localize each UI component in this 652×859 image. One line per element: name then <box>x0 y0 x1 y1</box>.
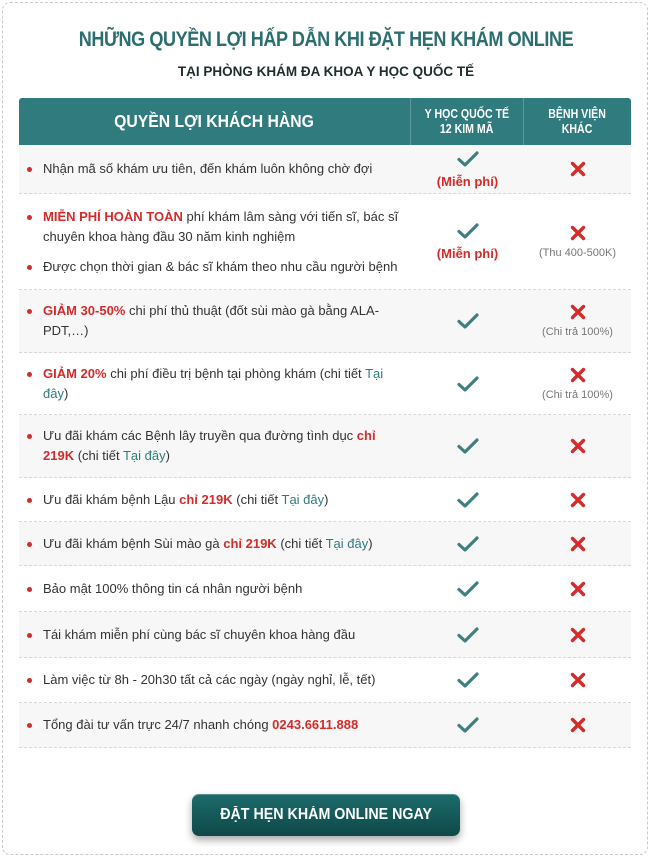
table-body <box>19 145 631 748</box>
benefit-cell <box>19 194 411 289</box>
benefit-text-part: chi phí điều trị bệnh tại phòng khám (chi tiết <box>106 365 366 381</box>
benefit-text-part: ) <box>368 535 373 551</box>
table-row <box>19 415 631 478</box>
highlight-text: GIẢM 30-50% <box>43 303 126 318</box>
benefit-text <box>27 534 401 554</box>
check-icon <box>457 626 479 644</box>
check-icon <box>457 312 479 330</box>
check-icon <box>457 580 479 598</box>
benefit-cell <box>19 522 411 565</box>
benefit-cell <box>19 612 411 657</box>
benefit-text-part: Làm việc từ 8h - 20h30 tất cả các ngày (ngày nghỉ, lễ, tết) <box>43 672 376 687</box>
other-hospital-cell <box>524 353 631 414</box>
details-link[interactable]: Tại đây <box>43 365 384 401</box>
clinic-cell <box>411 658 524 702</box>
benefit-text-part: phí khám lâm sàng với tiến sĩ, bác sĩ chuyên khoa hàng đầu 30 năm kinh nghiệm <box>43 208 399 244</box>
table-row <box>19 522 631 566</box>
benefit-text-part: Ưu đãi khám các Bệnh lây truyền qua đường tình dục <box>43 428 357 443</box>
page-subtitle: TẠI PHÒNG KHÁM ĐA KHOA Y HỌC QUỐC TẾ <box>177 64 475 79</box>
benefit-text-part: ) <box>165 448 170 463</box>
benefit-cell <box>19 658 411 702</box>
cross-icon <box>570 225 586 241</box>
benefit-cell <box>19 290 411 352</box>
check-icon <box>457 222 479 240</box>
other-hospital-cell <box>524 290 631 352</box>
benefit-text <box>27 715 401 735</box>
cross-icon <box>570 672 586 688</box>
page-title: NHỮNG QUYỀN LỢI HẤP DẪN KHI ĐẶT HẸN KHÁM ONLINE <box>78 28 574 51</box>
table-row <box>19 290 631 353</box>
cross-icon <box>570 536 586 552</box>
other-hospital-cell <box>524 415 631 477</box>
cost-note: (Chi trả 100%) <box>542 388 613 401</box>
bullet-icon <box>27 723 32 728</box>
column-header-clinic-line2: 12 KIM MÃ <box>440 121 494 136</box>
benefit-cell <box>19 415 411 477</box>
cost-note: (Chi trả 100%) <box>542 326 613 338</box>
benefit-text <box>27 364 401 404</box>
table-row <box>19 566 631 612</box>
clinic-cell <box>411 478 524 521</box>
highlight-text: MIỄN PHÍ HOÀN TOÀN <box>43 208 183 224</box>
cost-note: (Thu 400-500K) <box>538 246 617 259</box>
bullet-icon <box>27 678 32 683</box>
highlight-text: chỉ 219K <box>223 535 277 551</box>
bullet-icon <box>27 265 32 270</box>
benefit-text <box>27 426 401 466</box>
benefit-text <box>27 579 401 599</box>
other-hospital-cell <box>524 145 631 193</box>
bullet-icon <box>27 215 32 220</box>
clinic-cell <box>411 566 524 611</box>
table-row <box>19 658 631 703</box>
bullet-icon <box>27 167 32 172</box>
bullet-icon <box>27 633 32 638</box>
benefit-text-part: Tái khám miễn phí cùng bác sĩ chuyên khoa hàng đầu <box>43 626 356 642</box>
benefit-cell <box>19 703 411 747</box>
bullet-icon <box>27 498 32 503</box>
cross-icon <box>570 581 586 597</box>
benefit-text-part: (chi tiết <box>232 491 282 507</box>
benefit-text-part: Nhận mã số khám ưu tiên, đến khám luôn không chờ đợi <box>43 161 373 176</box>
highlight-text: 0243.6611.888 <box>272 717 359 732</box>
highlight-text: chỉ 219K <box>179 491 233 507</box>
check-icon <box>457 671 479 689</box>
clinic-cell <box>411 353 524 414</box>
benefit-text <box>27 301 401 341</box>
bullet-icon <box>27 542 32 547</box>
other-hospital-cell <box>524 194 631 289</box>
bullet-icon <box>27 587 32 592</box>
benefit-text <box>27 625 401 645</box>
details-link[interactable]: Tại đây <box>122 448 166 463</box>
cross-icon <box>570 161 586 177</box>
free-label: (Miễn phí) <box>436 173 499 189</box>
column-header-clinic <box>411 98 524 145</box>
cross-icon <box>570 717 586 733</box>
benefit-text-part: Bảo mật 100% thông tin cá nhân người bệnh <box>43 580 303 596</box>
column-header-other-line1: BỆNH VIỆN <box>548 106 607 121</box>
check-icon <box>457 375 479 393</box>
cross-icon <box>570 627 586 643</box>
clinic-cell <box>411 612 524 657</box>
column-header-benefit: QUYỀN LỢI KHÁCH HÀNG <box>19 98 411 145</box>
benefit-text-part: (chi tiết <box>276 535 326 551</box>
highlight-text: GIẢM 20% <box>43 365 107 381</box>
cross-icon <box>570 438 586 454</box>
other-hospital-cell <box>524 566 631 611</box>
table-row <box>19 194 631 290</box>
other-hospital-cell <box>524 478 631 521</box>
other-hospital-cell <box>524 522 631 565</box>
benefit-cell <box>19 145 411 193</box>
other-hospital-cell <box>524 658 631 702</box>
benefit-text <box>27 159 401 179</box>
benefit-text-part: chi phí thủ thuật (đốt sùi mào gà bằng ALA-PDT,…) <box>43 303 380 338</box>
clinic-cell <box>411 522 524 565</box>
benefit-text-part: (chi tiết <box>74 448 123 463</box>
benefit-text <box>27 207 401 247</box>
details-link[interactable]: Tại đây <box>325 535 369 551</box>
cross-icon <box>570 304 586 320</box>
book-online-button[interactable] <box>192 794 460 836</box>
benefit-cell <box>19 478 411 521</box>
check-icon <box>457 150 479 168</box>
clinic-cell <box>411 290 524 352</box>
benefit-cell <box>19 353 411 414</box>
free-label: (Miễn phí) <box>436 246 499 261</box>
cross-icon <box>570 492 586 508</box>
column-header-other-line2: KHÁC <box>562 121 593 136</box>
clinic-cell <box>411 703 524 747</box>
table-row <box>19 703 631 748</box>
benefit-text-part: ) <box>63 385 69 401</box>
table-header <box>19 98 631 145</box>
benefit-text <box>27 490 401 510</box>
details-link[interactable]: Tại đây <box>281 491 325 507</box>
check-icon <box>457 437 479 455</box>
benefit-text-part: Ưu đãi khám bệnh Lậu <box>43 491 180 507</box>
cross-icon <box>570 367 586 383</box>
benefit-cell <box>19 566 411 611</box>
bullet-icon <box>27 309 32 314</box>
bullet-icon <box>27 434 32 439</box>
benefit-text <box>27 257 401 277</box>
clinic-cell <box>411 194 524 289</box>
table-row <box>19 145 631 194</box>
table-row <box>19 478 631 522</box>
check-icon <box>457 535 479 553</box>
benefit-text-part: Tổng đài tư vấn trực 24/7 nhanh chóng <box>43 717 273 732</box>
table-row <box>19 612 631 658</box>
bullet-icon <box>27 372 32 377</box>
benefits-table <box>19 98 631 748</box>
book-online-button-label: ĐẶT HẸN KHÁM ONLINE NGAY <box>220 806 432 823</box>
benefit-text-part: ) <box>324 491 329 507</box>
benefit-text <box>27 670 401 690</box>
benefit-text-part: Được chọn thời gian & bác sĩ khám theo nhu cầu người bệnh <box>43 258 398 274</box>
table-row <box>19 353 631 415</box>
clinic-cell <box>411 145 524 193</box>
column-header-clinic-line1: Y HỌC QUỐC TẾ <box>424 106 510 121</box>
check-icon <box>457 491 479 509</box>
check-icon <box>457 716 479 734</box>
column-header-other-hospital <box>524 98 631 145</box>
other-hospital-cell <box>524 612 631 657</box>
clinic-cell <box>411 415 524 477</box>
highlight-text: chỉ 219K <box>43 428 376 463</box>
benefit-text-part: Ưu đãi khám bệnh Sùi mào gà <box>43 535 224 551</box>
other-hospital-cell <box>524 703 631 747</box>
